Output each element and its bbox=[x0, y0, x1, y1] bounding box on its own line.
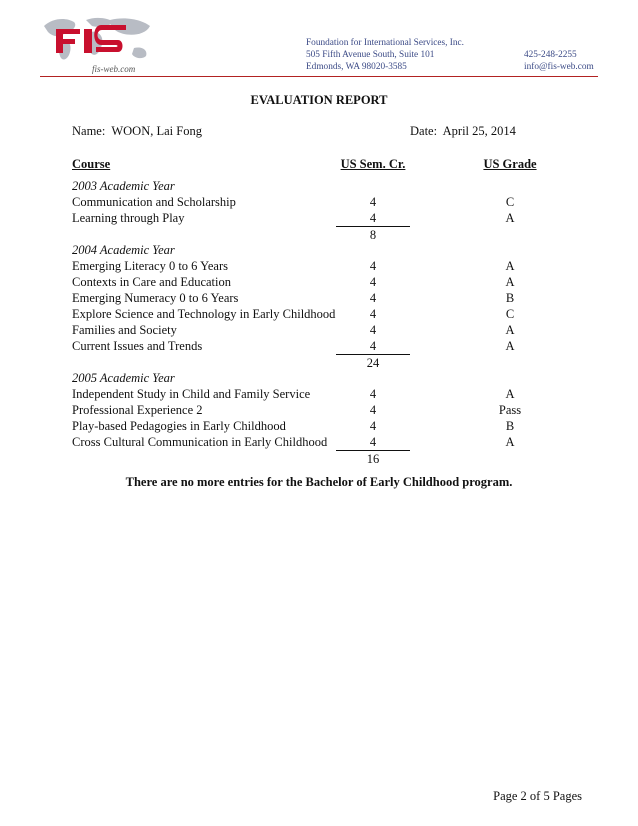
header-divider bbox=[40, 76, 598, 77]
course-name: Emerging Literacy 0 to 6 Years bbox=[72, 259, 228, 273]
course-name: Explore Science and Technology in Early Childhood bbox=[72, 307, 336, 321]
course-credits: 4 bbox=[369, 307, 377, 321]
course-name: Communication and Scholarship bbox=[72, 195, 236, 209]
course-row bbox=[72, 290, 568, 306]
year-credit-total: 16 bbox=[336, 450, 410, 467]
course-row bbox=[72, 338, 568, 354]
year-credit-total: 8 bbox=[336, 226, 410, 243]
course-row bbox=[72, 258, 568, 274]
course-name: Independent Study in Child and Family Service bbox=[72, 387, 311, 401]
course-row bbox=[72, 434, 568, 450]
academic-year-label: 2004 Academic Year bbox=[72, 243, 175, 257]
course-grade: A bbox=[505, 339, 515, 353]
address-line-1: 505 Fifth Avenue South, Suite 101 bbox=[306, 50, 435, 60]
course-grade: A bbox=[505, 435, 515, 449]
academic-year-heading bbox=[72, 242, 568, 258]
course-grade: A bbox=[505, 323, 515, 337]
course-grade: B bbox=[505, 419, 515, 433]
address-line-2: Edmonds, WA 98020-3585 bbox=[306, 62, 407, 72]
email-address: info@fis-web.com bbox=[524, 62, 594, 72]
page-number: Page 2 of 5 Pages bbox=[493, 789, 582, 803]
year-credit-total: 24 bbox=[336, 354, 410, 371]
course-row bbox=[72, 418, 568, 434]
phone-number: 425-248-2255 bbox=[524, 50, 577, 60]
course-credits: 4 bbox=[369, 435, 377, 449]
course-name: Play-based Pedagogies in Early Childhood bbox=[72, 419, 286, 433]
course-grade: C bbox=[505, 307, 515, 321]
org-address-block bbox=[306, 37, 464, 73]
course-grade: Pass bbox=[498, 403, 522, 417]
course-credits: 4 bbox=[369, 275, 377, 289]
course-grade: C bbox=[505, 195, 515, 209]
course-credits: 4 bbox=[369, 403, 377, 417]
course-grade: B bbox=[505, 291, 515, 305]
course-column-header: Course bbox=[72, 157, 111, 171]
course-row bbox=[72, 322, 568, 338]
academic-year-label: 2005 Academic Year bbox=[72, 371, 175, 385]
course-credits: 4 bbox=[369, 211, 377, 225]
course-name: Contexts in Care and Education bbox=[72, 275, 231, 289]
course-credits: 4 bbox=[369, 195, 377, 209]
course-name: Emerging Numeracy 0 to 6 Years bbox=[72, 291, 239, 305]
course-credits: 4 bbox=[369, 339, 377, 353]
course-name: Professional Experience 2 bbox=[72, 403, 203, 417]
course-credits: 4 bbox=[369, 419, 377, 433]
credits-column-header: US Sem. Cr. bbox=[340, 157, 406, 171]
year-credit-total-row bbox=[72, 226, 568, 242]
report-date bbox=[410, 124, 516, 139]
grade-column-header: US Grade bbox=[483, 157, 537, 171]
end-of-entries-note: There are no more entries for the Bachelor of Early Childhood program. bbox=[125, 475, 513, 489]
course-grade: A bbox=[505, 387, 515, 401]
course-grade: A bbox=[505, 259, 515, 273]
course-name: Current Issues and Trends bbox=[72, 339, 203, 353]
org-name: Foundation for International Services, Inc. bbox=[306, 38, 465, 48]
course-row bbox=[72, 306, 568, 322]
academic-year-heading bbox=[72, 178, 568, 194]
course-credits: 4 bbox=[369, 259, 377, 273]
course-grade: A bbox=[505, 275, 515, 289]
logo-url-text: fis-web.com bbox=[92, 64, 136, 74]
course-credits: 4 bbox=[369, 323, 377, 337]
report-title: EVALUATION REPORT bbox=[250, 93, 388, 107]
course-row bbox=[72, 274, 568, 290]
year-credit-total-row bbox=[72, 450, 568, 466]
contact-block bbox=[524, 49, 594, 73]
date-value: April 25, 2014 bbox=[442, 124, 516, 138]
academic-year-label: 2003 Academic Year bbox=[72, 179, 175, 193]
course-row bbox=[72, 402, 568, 418]
course-credits: 4 bbox=[369, 387, 377, 401]
course-credits: 4 bbox=[369, 291, 377, 305]
course-row bbox=[72, 386, 568, 402]
year-credit-total-row bbox=[72, 354, 568, 370]
course-row bbox=[72, 194, 568, 210]
name-label: Name: bbox=[72, 124, 106, 138]
course-name: Families and Society bbox=[72, 323, 177, 337]
course-name: Cross Cultural Communication in Early Childhood bbox=[72, 435, 328, 449]
name-value: WOON, Lai Fong bbox=[111, 124, 202, 138]
date-label: Date: bbox=[410, 124, 438, 138]
academic-year-heading bbox=[72, 370, 568, 386]
course-name: Learning through Play bbox=[72, 211, 185, 225]
course-row bbox=[72, 210, 568, 226]
course-grade: A bbox=[505, 211, 515, 225]
student-name bbox=[72, 124, 202, 139]
course-table bbox=[72, 178, 568, 466]
